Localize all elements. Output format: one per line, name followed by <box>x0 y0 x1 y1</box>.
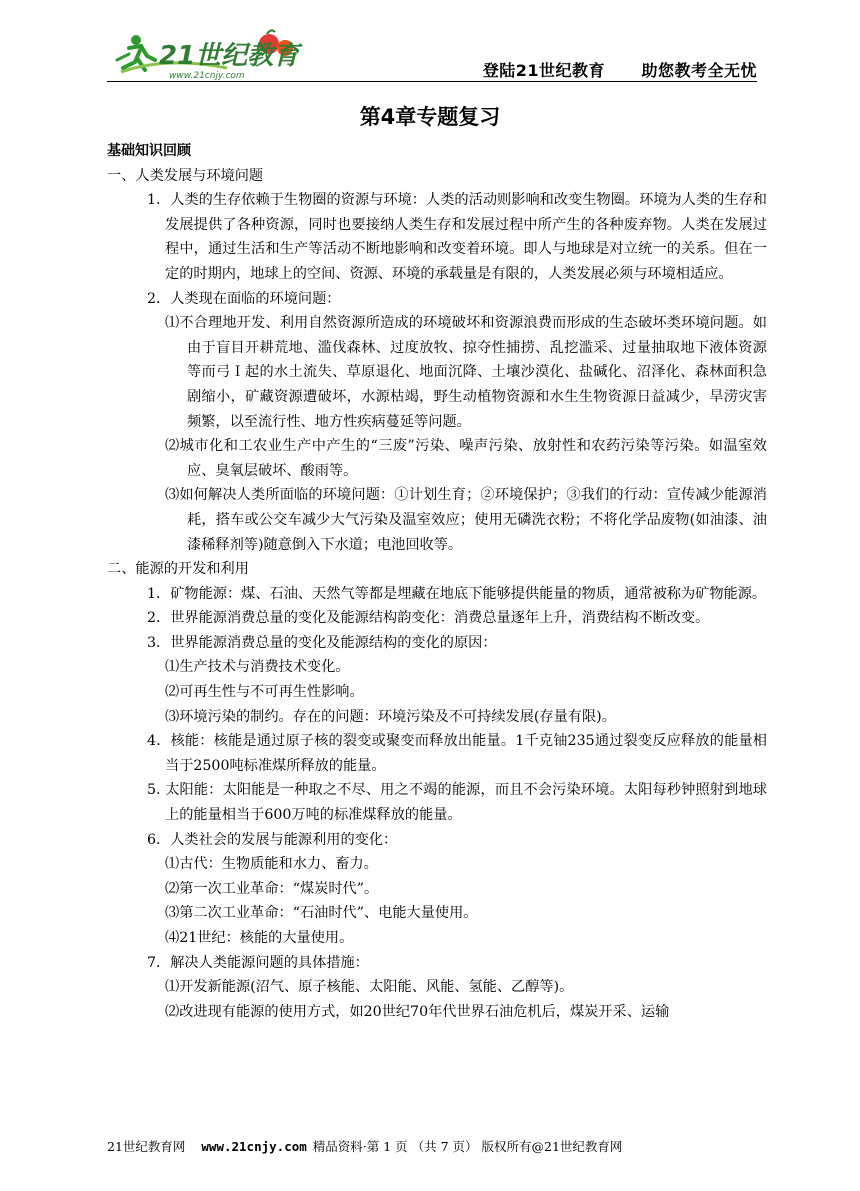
header-slogan <box>483 58 757 81</box>
part1-item-2-sub-1: ⑴不合理地开发、利用自然资源所造成的环境破坏和资源浪费而形成的生态破坏类环境问题。如由于盲目开耕荒地、滥伐森林、过度放牧、掠夺性捕捞、乱挖滥采、过量抽取地下液体资源等而弓Ｉ起的水土流失、草原退化、地面沉降、土壤沙漠化、盐碱化、沼泽化、森林面积急剧缩小，矿藏资源遭破坏，水源枯竭，野生动植物资源和水生生物资源日益减少，旱涝灾害频繁，以至流行性、地方性疾病蔓延等问题。 <box>165 315 767 430</box>
header-divider <box>107 81 757 82</box>
part2-item-1: 1．矿物能源：煤、石油、天然气等都是埋藏在地底下能够提供能量的物质，通常被称为矿物能源。 <box>147 585 767 602</box>
part2-item-6-sub-4: ⑷21世纪：核能的大量使用。 <box>165 930 354 946</box>
part2-item-5: 5. 太阳能：太阳能是一种取之不尽、用之不竭的能源，而且不会污染环境。太阳每秒钟照射到地球上的能量相当于600万吨的标准煤释放的能量。 <box>147 782 767 824</box>
document-body <box>107 139 767 1024</box>
page-header <box>107 26 757 82</box>
slogan-right: 助您教考全无忧 <box>641 61 757 80</box>
part1-item-2-sub-3: ⑶如何解决人类所面临的环境问题：①计划生育；②环境保护；③我们的行动：宣传减少能源消耗，搭车或公交车减少大气污染及温室效应；使用无磷洗衣粉；不将化学品废物(如油漆、油漆稀释剂等)随意倒入下水道；电池回收等。 <box>165 487 767 553</box>
logo-21cnjy <box>107 26 307 82</box>
footer-url[interactable]: www.21cnjy.com <box>201 1139 307 1154</box>
part2-item-7: 7．解决人类能源问题的具体措施： <box>147 954 369 971</box>
part2-item-3-sub-1: ⑴生产技术与消费技术变化。 <box>165 659 350 676</box>
part2-item-6-sub-3: ⑶第二次工业革命：“石油时代”、电能大量使用。 <box>165 905 478 922</box>
part2-heading: 二、能源的开发和利用 <box>107 561 249 578</box>
footer-info: 精品资料·第 1 页 （共 7 页） 版权所有@21世纪教育网 <box>312 1139 623 1154</box>
part1-heading: 一、人类发展与环境问题 <box>107 167 264 184</box>
part2-item-7-sub-1: ⑴开发新能源(沼气、原子核能、太阳能、风能、氢能、乙醇等)。 <box>165 979 574 996</box>
part2-item-4: 4．核能：核能是通过原子核的裂变或聚变而释放出能量。1千克铀235通过裂变反应释放的能量相当于2500吨标准煤所释放的能量。 <box>147 733 767 774</box>
part2-item-3: 3．世界能源消费总量的变化及能源结构的变化的原因： <box>147 634 497 651</box>
part1-item-1: 1．人类的生存依赖于生物圈的资源与环境：人类的活动则影响和改变生物圈。环境为人类的生存和发展提供了各种资源，同时也要接纳人类生存和发展过程中所产生的各种废弃物。人类在发展过程中，通过生活和生产等活动不断地影响和改变着环境。即人与地球是对立统一的关系。但在一定的时期内，地球上的空间、资源、环境的承载量是有限的，人类发展必须与环境相适应。 <box>147 192 767 282</box>
part1-item-2-sub-2: ⑵城市化和工农业生产中产生的“三废”污染、噪声污染、放射性和农药污染等污染。如温室效应、臭氧层破坏、酸雨等。 <box>165 438 767 479</box>
logo-url: www.21cnjy.com <box>169 71 245 81</box>
footer-site: 21世纪教育网 <box>107 1139 186 1154</box>
part2-item-6-sub-2: ⑵第一次工业革命：“煤炭时代”。 <box>165 880 379 897</box>
part2-item-2: 2．世界能源消费总量的变化及能源结构韵变化：消费总量逐年上升，消费结构不断改变。 <box>147 610 710 627</box>
part2-item-3-sub-3: ⑶环境污染的制约。存在的问题：环境污染及不可持续发展(存量有限)。 <box>165 708 616 725</box>
part2-item-6-sub-1: ⑴古代：生物质能和水力、畜力。 <box>165 856 378 873</box>
slogan-left: 登陆21世纪教育 <box>482 61 606 80</box>
section-heading: 基础知识回顾 <box>107 143 191 159</box>
logo-text: 21世纪教育 <box>159 41 300 71</box>
part1-item-2: 2．人类现在面临的环境问题： <box>147 290 341 307</box>
page-footer <box>107 1137 767 1155</box>
part2-item-3-sub-2: ⑵可再生性与不可再生性影响。 <box>165 684 364 701</box>
page-title: 第4章专题复习 <box>359 105 501 129</box>
part2-item-7-sub-2: ⑵改进现有能源的使用方式，如20世纪70年代世界石油危机后，煤炭开采、运输 <box>165 1003 670 1020</box>
part2-item-6: 6．人类社会的发展与能源利用的变化： <box>147 831 398 848</box>
